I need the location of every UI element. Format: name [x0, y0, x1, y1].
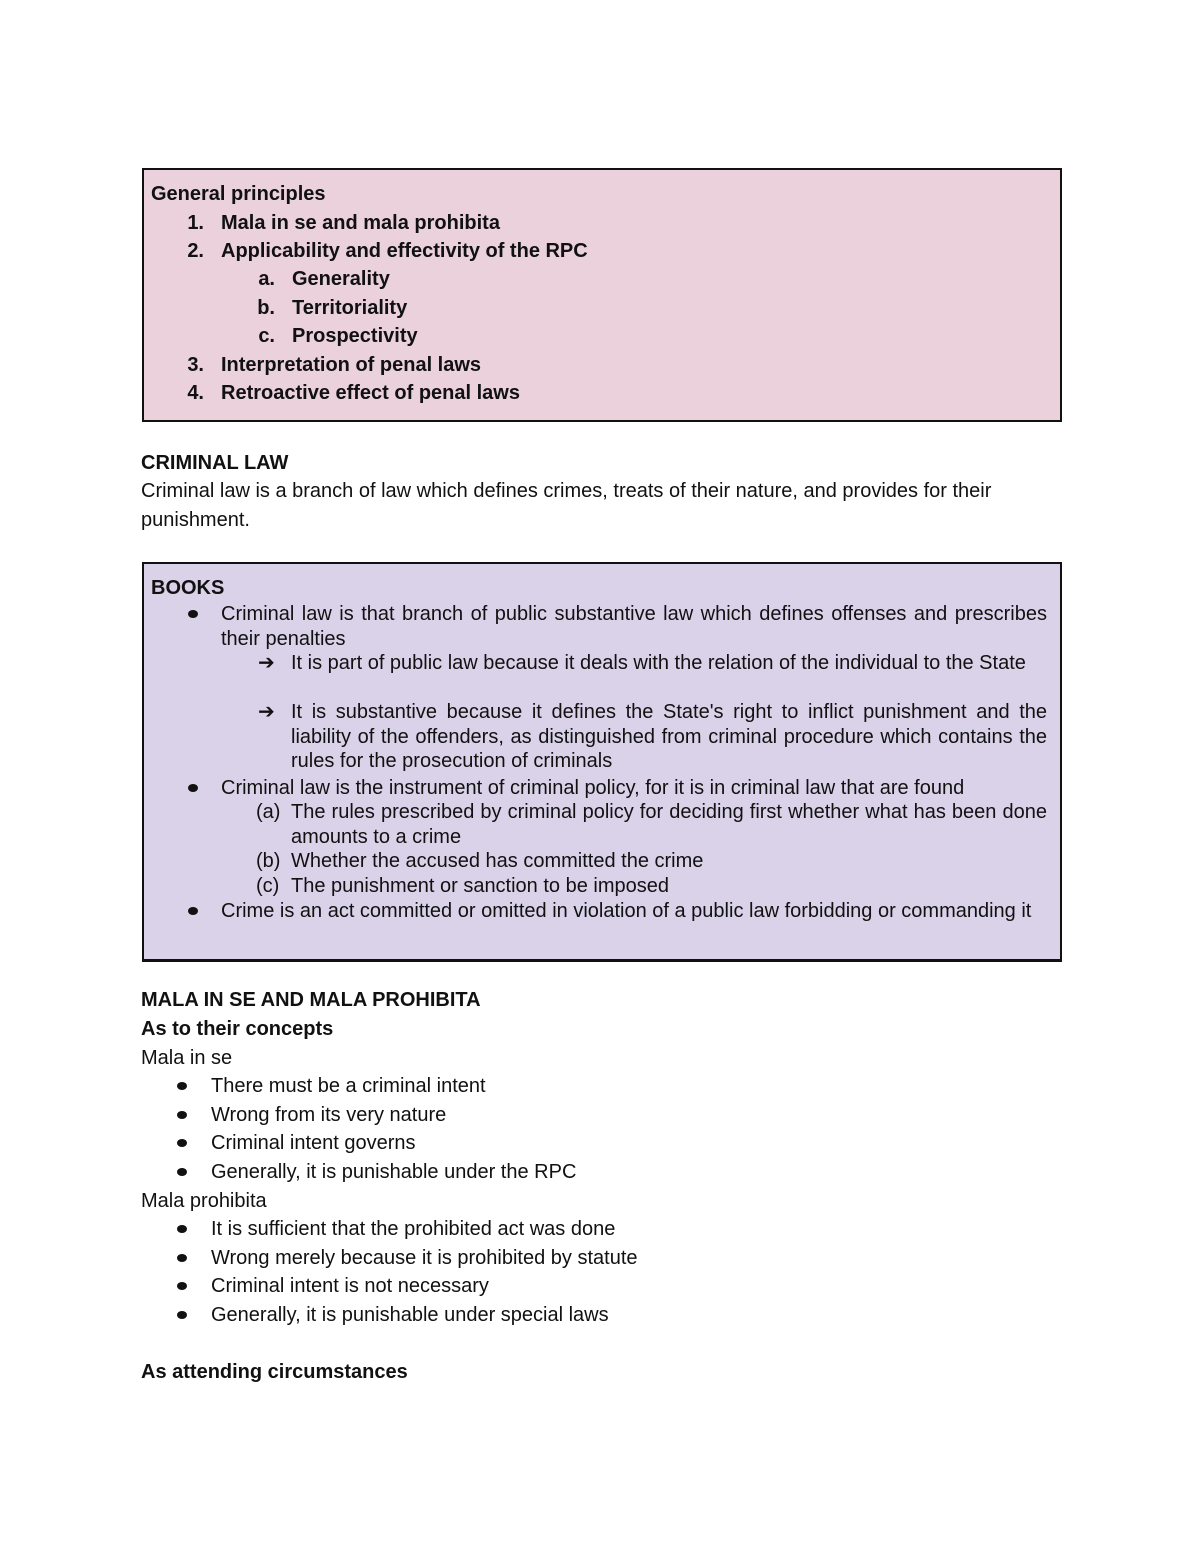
list-item: Wrong from its very nature	[211, 1104, 447, 1126]
books-arrow-item: It is substantive because it defines the State's right to inflict punishment and the liability of the offenders, as distinguished from criminal procedure which contains the rules for the prosecution of criminals	[291, 701, 1047, 772]
criminal-law-definition-cont: punishment.	[141, 509, 250, 531]
mala-in-se-label: Mala in se	[141, 1047, 233, 1069]
books-title: BOOKS	[151, 577, 225, 599]
arrow-icon: ➔	[258, 701, 275, 723]
books-sub-item: The punishment or sanction to be imposed	[291, 875, 669, 897]
books-sub-label: (c)	[256, 875, 280, 897]
books-arrow-item: It is part of public law because it deals with the relation of the individual to the State	[291, 652, 1026, 674]
principle-number: 2.	[187, 240, 204, 262]
bullet-icon	[177, 1111, 187, 1119]
mala-heading: MALA IN SE AND MALA PROHIBITA	[141, 989, 481, 1011]
principle-subnumber: c.	[258, 325, 275, 347]
list-item: Criminal intent governs	[211, 1132, 416, 1154]
principle-number: 1.	[187, 212, 204, 234]
books-sub-label: (a)	[256, 801, 281, 823]
principle-number: 3.	[187, 354, 204, 376]
principle-subnumber: a.	[258, 268, 275, 290]
arrow-icon: ➔	[258, 652, 275, 674]
bullet-icon	[177, 1311, 187, 1319]
attending-heading: As attending circumstances	[141, 1361, 408, 1383]
principle-item: Retroactive effect of penal laws	[221, 382, 520, 404]
books-bullet: Crime is an act committed or omitted in violation of a public law forbidding or commanding it	[221, 900, 1032, 922]
principle-subitem: Prospectivity	[292, 325, 418, 347]
bullet-icon	[177, 1254, 187, 1262]
bullet-icon	[177, 1139, 187, 1147]
principle-item: Applicability and effectivity of the RPC	[221, 240, 588, 262]
mala-subheading: As to their concepts	[141, 1018, 334, 1040]
bullet-icon	[177, 1225, 187, 1233]
mala-prohibita-label: Mala prohibita	[141, 1190, 267, 1212]
criminal-law-definition: Criminal law is a branch of law which defines crimes, treats of their nature, and provides for their	[141, 480, 992, 502]
books-sub-item: Whether the accused has committed the crime	[291, 850, 704, 872]
books-sub-label: (b)	[256, 850, 281, 872]
bullet-icon	[188, 907, 198, 915]
bullet-icon	[188, 784, 198, 792]
bullet-icon	[177, 1282, 187, 1290]
books-bullet: Criminal law is that branch of public substantive law which defines offenses and prescribes their penalties	[221, 603, 1047, 650]
list-item: Generally, it is punishable under special laws	[211, 1304, 609, 1326]
books-bullet: Criminal law is the instrument of criminal policy, for it is in criminal law that are found	[221, 777, 965, 799]
principles-title: General principles	[151, 183, 326, 205]
list-item: Wrong merely because it is prohibited by statute	[211, 1247, 638, 1269]
list-item: It is sufficient that the prohibited act was done	[211, 1218, 616, 1240]
criminal-law-heading: CRIMINAL LAW	[141, 452, 289, 474]
list-item: There must be a criminal intent	[211, 1075, 486, 1097]
bullet-icon	[177, 1082, 187, 1090]
principle-subitem: Generality	[292, 268, 390, 290]
list-item: Criminal intent is not necessary	[211, 1275, 489, 1297]
list-item: Generally, it is punishable under the RPC	[211, 1161, 577, 1183]
bullet-icon	[188, 610, 198, 618]
principle-subitem: Territoriality	[292, 297, 408, 319]
principle-item: Mala in se and mala prohibita	[221, 212, 500, 234]
principle-subnumber: b.	[257, 297, 275, 319]
principle-number: 4.	[187, 382, 204, 404]
principle-item: Interpretation of penal laws	[221, 354, 482, 376]
books-sub-item: The rules prescribed by criminal policy for deciding first whether what has been done amounts to a crime	[291, 801, 1047, 848]
bullet-icon	[177, 1168, 187, 1176]
